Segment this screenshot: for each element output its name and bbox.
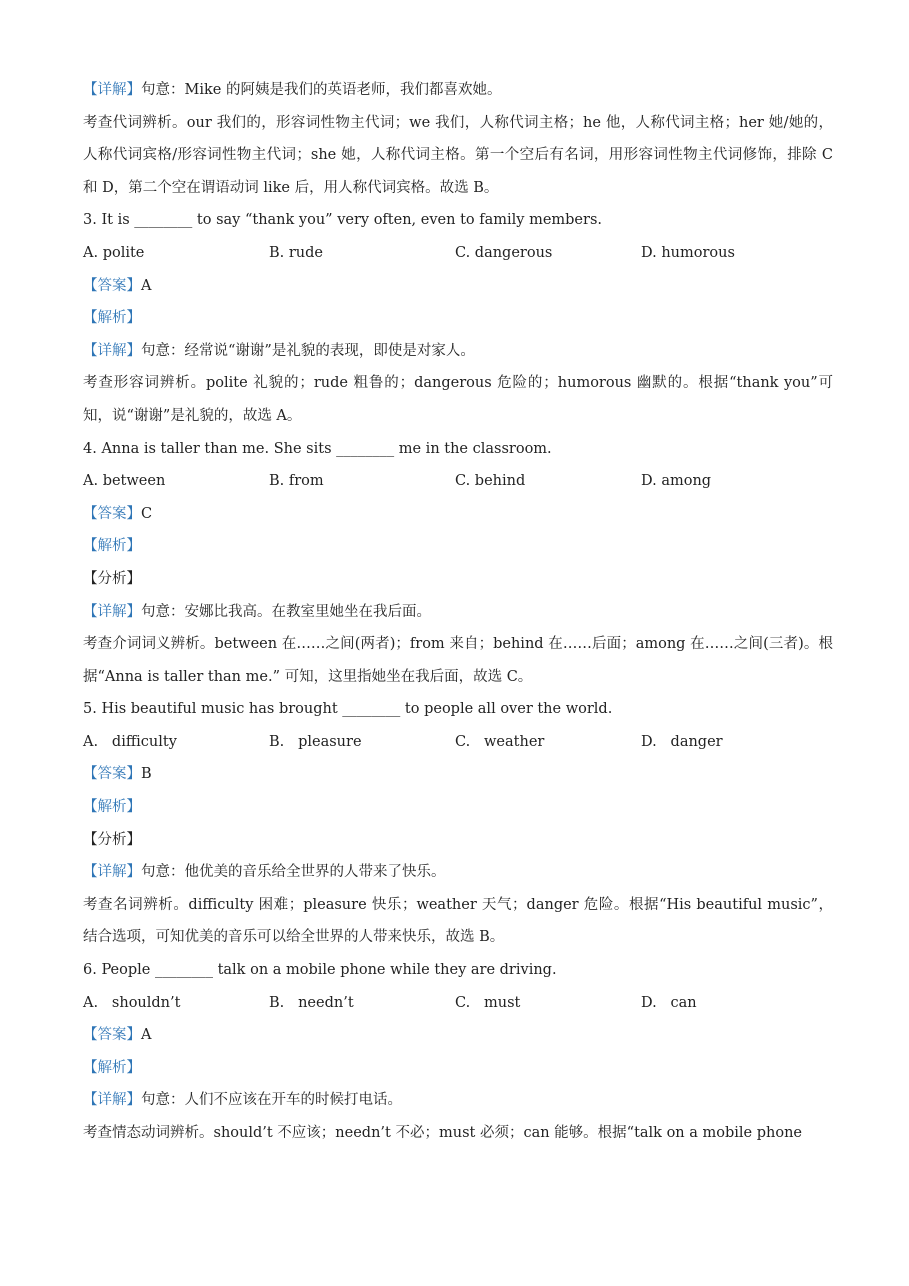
answer-value: A xyxy=(141,277,152,294)
answer-label: 【答案】 xyxy=(83,766,141,783)
explanation-paragraph: 考查情态动词辨析。should’t 不应该；needn’t 不必；must 必须；can 能够。根据“talk on a mobile phone xyxy=(83,1125,803,1141)
question-stem: 3. It is ________ to say “thank you” very often, even to family members. xyxy=(83,212,602,229)
answer-line xyxy=(83,1019,833,1052)
detail-label: 【详解】 xyxy=(83,82,141,98)
option-c: C. dangerous xyxy=(455,244,553,261)
answer-value: B xyxy=(141,766,152,783)
option-a: A. shouldn’t xyxy=(83,994,181,1011)
option-c: C. behind xyxy=(455,473,526,490)
question-stem: 6. People ________ talk on a mobile phone while they are driving. xyxy=(83,962,557,979)
fenxi-label: 【分析】 xyxy=(83,831,141,848)
analysis-label: 【解析】 xyxy=(83,799,141,816)
fenxi-label: 【分析】 xyxy=(83,570,141,587)
option-d: D. humorous xyxy=(641,244,735,261)
option-a: A. difficulty xyxy=(83,733,177,750)
answer-line xyxy=(83,758,833,791)
analysis-label: 【解析】 xyxy=(83,538,141,555)
explanation-paragraph: 考查名词辨析。difficulty 困难；pleasure 快乐；weather 天气；danger 危险。根据“His beautiful music”，结合选项，可知优美的音乐可以给全世界的人带来快乐，故选 B。 xyxy=(83,896,833,946)
detail-meaning: 句意：经常说“谢谢”是礼貌的表现，即使是对家人。 xyxy=(141,342,475,359)
question-stem: 5. His beautiful music has brought ________ to people all over the world. xyxy=(83,701,613,718)
options-row xyxy=(83,237,833,270)
explanation-paragraph: 考查形容词辨析。polite 礼貌的；rude 粗鲁的；dangerous 危险的；humorous 幽默的。根据“thank you”可知，说“谢谢”是礼貌的，故选 A。 xyxy=(83,375,833,424)
option-b: B. needn’t xyxy=(269,994,354,1011)
detail-line xyxy=(83,856,833,889)
detail-label: 【详解】 xyxy=(83,603,141,620)
option-d: D. danger xyxy=(641,733,723,750)
detail-line xyxy=(83,74,833,107)
option-b: B. pleasure xyxy=(269,733,362,750)
detail-meaning: 句意：Mike 的阿姨是我们的英语老师，我们都喜欢她。 xyxy=(141,82,502,98)
option-c: C. weather xyxy=(455,733,545,750)
detail-line xyxy=(83,335,833,368)
detail-label: 【详解】 xyxy=(83,1092,141,1109)
detail-label: 【详解】 xyxy=(83,864,141,881)
explanation-paragraph: 考查代词辨析。our 我们的，形容词性物主代词；we 我们，人称代词主格；he 他，人称代词主格；her 她/她的，人称代词宾格/形容词性物主代词；she 她，人称代词主格。第一个空后有名词，用形容词性物主代词修饰，排除 C 和 D，第二个空在谓语动词 like 后，用人称代词宾格。故选 B。 xyxy=(83,114,833,196)
answer-label: 【答案】 xyxy=(83,277,141,294)
question-stem: 4. Anna is taller than me. She sits ________ me in the classroom. xyxy=(83,440,552,457)
answer-value: C xyxy=(141,505,153,522)
option-d: D. can xyxy=(641,994,697,1011)
option-b: B. rude xyxy=(269,244,324,261)
detail-meaning: 句意：人们不应该在开车的时候打电话。 xyxy=(141,1092,402,1109)
analysis-label: 【解析】 xyxy=(83,310,141,327)
detail-meaning: 句意：安娜比我高。在教室里她坐在我后面。 xyxy=(141,603,431,620)
option-b: B. from xyxy=(269,473,324,490)
detail-line xyxy=(83,1084,833,1117)
answer-value: A xyxy=(141,1027,152,1044)
options-row xyxy=(83,465,833,498)
option-d: D. among xyxy=(641,473,712,490)
explanation-paragraph: 考查介词词义辨析。between 在……之间(两者)；from 来自；behind 在……后面；among 在……之间(三者)。根据“Anna is taller than me.” 可知，这里指她坐在我后面，故选 C。 xyxy=(83,636,833,685)
answer-line xyxy=(83,498,833,531)
option-a: A. polite xyxy=(83,244,145,261)
answer-label: 【答案】 xyxy=(83,1027,141,1044)
option-c: C. must xyxy=(455,994,521,1011)
document-page xyxy=(83,74,833,1150)
analysis-label: 【解析】 xyxy=(83,1059,141,1076)
answer-line xyxy=(83,270,833,303)
answer-label: 【答案】 xyxy=(83,505,141,522)
options-row xyxy=(83,726,833,759)
detail-line xyxy=(83,596,833,629)
options-row xyxy=(83,987,833,1020)
detail-meaning: 句意：他优美的音乐给全世界的人带来了快乐。 xyxy=(141,864,446,881)
option-a: A. between xyxy=(83,473,166,490)
detail-label: 【详解】 xyxy=(83,342,141,359)
